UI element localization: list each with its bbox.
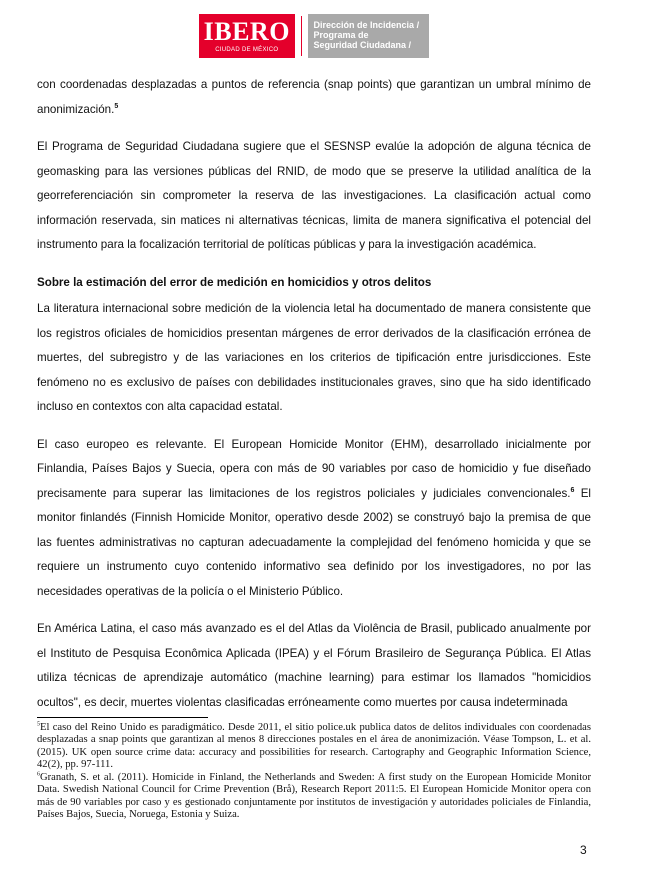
footnote-5-number: 5	[37, 721, 40, 728]
paragraph-3: La literatura internacional sobre medición de la violencia letal ha documentado de manera consistente que los registros oficiales de homicidios presentan márgenes de error derivados de la clasificación errónea de muertes, del subregistro y de las variaciones en los criterios de tipificación entre jurisdicciones. Este fenómeno no es exclusivo de países con debilidades institucionales graves, sino que ha sido identificado incluso en contextos con alta capacidad estatal.	[37, 302, 591, 413]
footnote-separator	[37, 717, 208, 718]
footnote-5-text: El caso del Reino Unido es paradigmático. Desde 2011, el sitio police.uk publica datos de delitos individuales con coordenadas desplazadas a snap points que garantizan al menos 8 direcciones postales en el área de anonimización. Véase Tompson, L. et al. (2015). UK open source crime data: accuracy and possibilities for research. Cartography and Geographic Information Science, 42(2), pp. 97-111.	[37, 722, 591, 770]
org-line-1: Dirección de Incidencia /	[313, 20, 420, 30]
footnote-ref-6: 6	[570, 486, 575, 494]
footnote-6	[37, 772, 591, 821]
footnote-5	[37, 722, 591, 771]
page-number: 3	[580, 843, 587, 857]
paragraph-1	[37, 73, 591, 122]
paragraph-4-text-a: El caso europeo es relevante. El European Homicide Monitor (EHM), desarrollado inicialmente por Finlandia, Países Bajos y Suecia, opera con más de 90 variables por caso de homicidio y fue diseñado precisamente para superar las limitaciones de los registros policiales y judiciales convencionales.	[37, 437, 591, 500]
org-line-2: Programa de	[313, 30, 369, 40]
document-body	[37, 73, 591, 715]
org-name-box	[308, 14, 429, 58]
paragraph-4	[37, 433, 591, 605]
logo-word: IBERO	[203, 17, 290, 46]
paragraph-2: El Programa de Seguridad Ciudadana sugiere que el SESNSP evalúe la adopción de alguna técnica de geomasking para las versiones públicas del RNID, de modo que se preserve la utilidad analítica de la georreferenciación sin comprometer la reserva de las investigaciones. La clasificación actual como información reservada, sin matices ni alternativas técnicas, limita de manera significativa el potencial del instrumento para la focalización territorial de políticas públicas y para la investigación académica.	[37, 140, 591, 251]
paragraph-4-text-b: El monitor finlandés (Finnish Homicide Monitor, operativo desde 2002) se construyó bajo la premisa de que las fuentes administrativas no capturan adecuadamente la complejidad del fenómeno homicida y que se requiere un instrumento cuyo contenido informativo sea definido por los investigadores, no por las necesidades operativas de la policía o el Ministerio Público.	[37, 486, 591, 598]
footnote-6-text: Granath, S. et al. (2011). Homicide in Finland, the Netherlands and Sweden: A first study on the European Homicide Monitor Data. Swedish National Council for Crime Prevention (Brå), Research Report 2011:5. El European Homicide Monitor opera con más de 90 variables por caso y es gestionado conjuntamente por institutos de investigación y autoridades policiales de Finlandia, Países Bajos, Suecia, Noruega, Estonia y Suiza.	[37, 772, 591, 821]
footnote-ref-5: 5	[114, 102, 119, 110]
org-line-3: Seguridad Ciudadana /	[313, 40, 412, 50]
footnotes	[37, 722, 591, 822]
section-heading: Sobre la estimación del error de medición en homicidios y otros delitos	[37, 275, 432, 289]
ibero-logo	[199, 14, 295, 58]
footnote-6-number: 6	[37, 771, 40, 778]
header-divider	[301, 16, 302, 56]
paragraph-5: En América Latina, el caso más avanzado es el del Atlas da Violência de Brasil, publicado anualmente por el Instituto de Pesquisa Econômica Aplicada (IPEA) y el Fórum Brasileiro de Segurança Pública. El Atlas utiliza técnicas de aprendizaje automático (machine learning) para estimar los llamados "homicidios ocultos", es decir, muertes violentas clasificadas erróneamente como muertes por causa indeterminada	[37, 622, 591, 709]
paragraph-1-text: con coordenadas desplazadas a puntos de referencia (snap points) que garantizan un umbral mínimo de anonimización.	[37, 78, 591, 116]
logo-subtitle: CIUDAD DE MÉXICO	[215, 47, 279, 53]
page-header	[199, 14, 429, 64]
